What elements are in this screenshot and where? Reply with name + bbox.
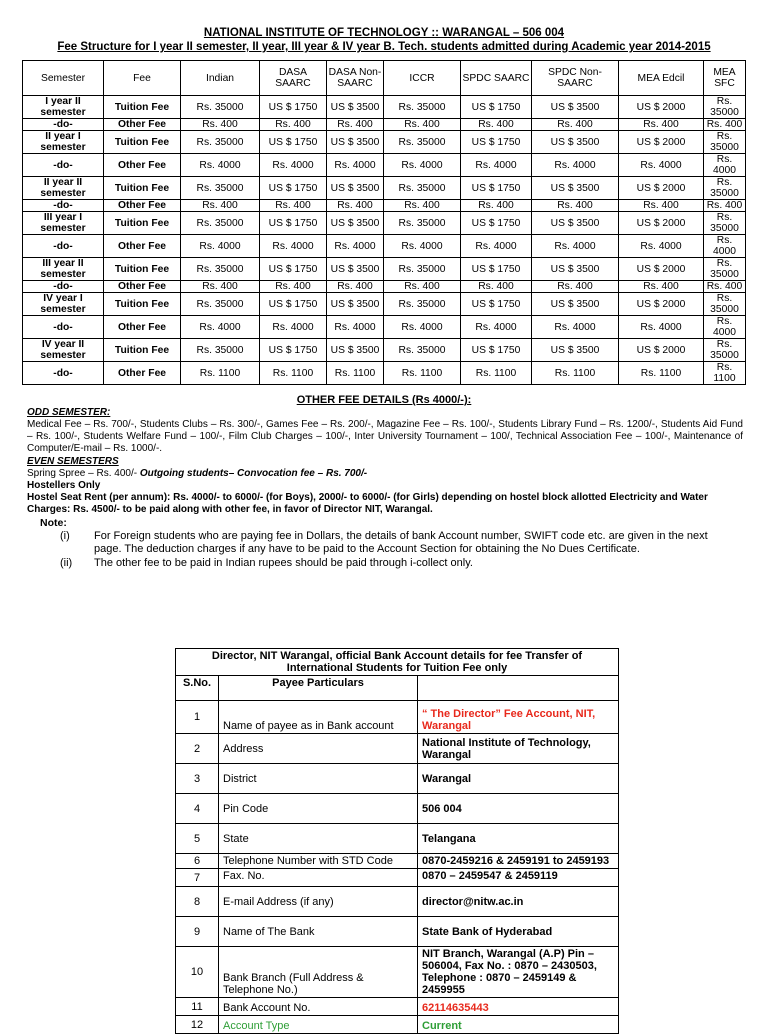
fee-type-cell: Tuition Fee xyxy=(104,96,181,119)
fee-type-cell: Other Fee xyxy=(104,362,181,385)
bank-row-value: 0870-2459216 & 2459191 to 2459193 xyxy=(418,854,619,869)
semester-cell: II year II semester xyxy=(23,177,104,200)
col-header-payee-particulars: Payee Particulars xyxy=(219,676,418,701)
fee-type-cell: Other Fee xyxy=(104,316,181,339)
semester-cell: II year I semester xyxy=(23,131,104,154)
col-header-spdc-non-saarc: SPDC Non-SAARC xyxy=(532,61,619,96)
convocation-fee-text: Outgoing students– Convocation fee – Rs. 700/- xyxy=(139,468,368,479)
fee-amount-cell: US $ 2000 xyxy=(619,339,704,362)
bank-row-value: Warangal xyxy=(418,764,619,794)
fee-amount-cell: Rs. 4000 xyxy=(260,154,327,177)
fee-type-cell: Tuition Fee xyxy=(104,339,181,362)
fee-amount-cell: Rs. 400 xyxy=(327,200,384,212)
fee-amount-cell: US $ 3500 xyxy=(532,177,619,200)
fee-amount-cell: Rs. 35000 xyxy=(181,96,260,119)
fee-amount-cell: Rs. 4000 xyxy=(461,316,532,339)
bank-table-title: Director, NIT Warangal, official Bank Account details for fee Transfer of International Students for Tuition Fee only xyxy=(176,649,619,676)
fee-amount-cell: US $ 1750 xyxy=(461,96,532,119)
bank-row-label: Address xyxy=(219,734,418,764)
fee-amount-cell: US $ 2000 xyxy=(619,131,704,154)
fee-amount-cell: Rs. 4000 xyxy=(181,316,260,339)
semester-cell: IV year II semester xyxy=(23,339,104,362)
fee-amount-cell: US $ 2000 xyxy=(619,212,704,235)
col-header-sno: S.No. xyxy=(176,676,219,701)
fee-amount-cell: Rs. 1100 xyxy=(461,362,532,385)
bank-row-value: NIT Branch, Warangal (A.P) Pin – 506004, Fax No. : 0870 – 2430503, Telephone : 0870 – 2459149 & 2459955 xyxy=(418,947,619,998)
bank-row-value: 62114635443 xyxy=(418,998,619,1016)
bank-row-number: 1 xyxy=(176,701,219,734)
bank-details-table xyxy=(175,648,619,1034)
fee-amount-cell: US $ 3500 xyxy=(327,131,384,154)
fee-amount-cell: US $ 1750 xyxy=(461,339,532,362)
fee-amount-cell: US $ 1750 xyxy=(260,258,327,281)
fee-amount-cell: Rs. 400 xyxy=(181,119,260,131)
bank-row xyxy=(176,794,619,824)
bank-row-value: 0870 – 2459547 & 2459119 xyxy=(418,869,619,887)
bank-row xyxy=(176,734,619,764)
fee-amount-cell: Rs. 4000 xyxy=(181,154,260,177)
fee-amount-cell: Rs. 400 xyxy=(532,281,619,293)
fee-amount-cell: US $ 3500 xyxy=(532,258,619,281)
note-text: For Foreign students who are paying fee in Dollars, the details of bank Account number, SWIFT code etc. are given in the next page. The deduction charges if any have to be paid to the Account Section for obtaining the No Dues Certificate. xyxy=(94,530,708,555)
fee-amount-cell: Rs. 35000 xyxy=(181,177,260,200)
fee-amount-cell: US $ 3500 xyxy=(532,212,619,235)
fee-amount-cell: Rs. 35000 xyxy=(704,339,746,362)
fee-amount-cell: Rs. 400 xyxy=(384,200,461,212)
bank-row-value: Current xyxy=(418,1016,619,1034)
fee-table-row xyxy=(23,177,746,200)
bank-row-label: Account Type xyxy=(219,1016,418,1034)
semester-cell: -do- xyxy=(23,281,104,293)
col-header-dasa-saarc: DASA SAARC xyxy=(260,61,327,96)
fee-table-header-row xyxy=(23,61,746,96)
fee-amount-cell: Rs. 1100 xyxy=(181,362,260,385)
note-text: The other fee to be paid in Indian rupees should be paid through i-collect only. xyxy=(94,557,473,569)
bank-row-number: 11 xyxy=(176,998,219,1016)
bank-row-label: Pin Code xyxy=(219,794,418,824)
bank-row-number: 10 xyxy=(176,947,219,998)
col-header-mea-edcil: MEA Edcil xyxy=(619,61,704,96)
fee-type-cell: Other Fee xyxy=(104,119,181,131)
bank-header-blank-cell xyxy=(418,676,619,701)
note-label: Note: xyxy=(40,517,67,529)
fee-amount-cell: Rs. 4000 xyxy=(384,235,461,258)
fee-amount-cell: US $ 1750 xyxy=(260,293,327,316)
col-header-spdc-saarc: SPDC SAARC xyxy=(461,61,532,96)
fee-amount-cell: US $ 1750 xyxy=(260,131,327,154)
fee-amount-cell: US $ 1750 xyxy=(461,131,532,154)
fee-amount-cell: US $ 3500 xyxy=(327,339,384,362)
fee-amount-cell: Rs. 35000 xyxy=(704,293,746,316)
fee-amount-cell: Rs. 4000 xyxy=(461,154,532,177)
even-semester-heading: EVEN SEMESTERS xyxy=(27,456,119,467)
fee-table-row xyxy=(23,339,746,362)
bank-row-label: Name of The Bank xyxy=(219,917,418,947)
bank-row xyxy=(176,869,619,887)
fee-amount-cell: US $ 1750 xyxy=(260,96,327,119)
fee-amount-cell: Rs. 4000 xyxy=(327,316,384,339)
fee-amount-cell: Rs. 400 xyxy=(619,281,704,293)
semester-cell: I year II semester xyxy=(23,96,104,119)
fee-amount-cell: Rs. 4000 xyxy=(704,235,746,258)
semester-cell: -do- xyxy=(23,235,104,258)
fee-amount-cell: Rs. 400 xyxy=(260,281,327,293)
bank-row xyxy=(176,947,619,998)
fee-table-row xyxy=(23,200,746,212)
fee-amount-cell: US $ 1750 xyxy=(260,212,327,235)
bank-row xyxy=(176,764,619,794)
bank-row-value: “ The Director” Fee Account, NIT, Warangal xyxy=(418,701,619,734)
bank-row-value: Telangana xyxy=(418,824,619,854)
fee-amount-cell: Rs. 400 xyxy=(461,281,532,293)
bank-row-number: 8 xyxy=(176,887,219,917)
fee-amount-cell: US $ 3500 xyxy=(327,212,384,235)
bank-row-number: 4 xyxy=(176,794,219,824)
fee-table-row xyxy=(23,316,746,339)
bank-row-label: Fax. No. xyxy=(219,869,418,887)
odd-semester-details: Medical Fee – Rs. 700/-, Students Clubs – Rs. 300/-, Games Fee – Rs. 200/-, Magazine Fee – Rs. 100/-, Students Library Fund – Rs. 1200/-, Students Aid Fund – Rs. 100/-, Students Welfare Fund – 100/-, Film Club Charges – 100/-, Inter University Tournament – 100/, Technical Association Fee – 100/-, Maintenance of Computer/E-mail – Rs. 1000/-. xyxy=(27,419,743,454)
fee-amount-cell: Rs. 4000 xyxy=(384,316,461,339)
semester-cell: IV year I semester xyxy=(23,293,104,316)
fee-amount-cell: Rs. 4000 xyxy=(327,154,384,177)
fee-amount-cell: Rs. 1100 xyxy=(619,362,704,385)
fee-amount-cell: Rs. 400 xyxy=(260,119,327,131)
bank-row xyxy=(176,701,619,734)
fee-table-row xyxy=(23,293,746,316)
fee-amount-cell: Rs. 400 xyxy=(619,119,704,131)
fee-amount-cell: Rs. 35000 xyxy=(704,258,746,281)
fee-amount-cell: Rs. 4000 xyxy=(461,235,532,258)
fee-amount-cell: Rs. 400 xyxy=(704,200,746,212)
fee-amount-cell: Rs. 400 xyxy=(327,281,384,293)
semester-cell: -do- xyxy=(23,154,104,177)
fee-amount-cell: Rs. 35000 xyxy=(181,339,260,362)
fee-type-cell: Tuition Fee xyxy=(104,131,181,154)
even-semester-details xyxy=(27,468,743,480)
fee-amount-cell: Rs. 1100 xyxy=(384,362,461,385)
fee-amount-cell: US $ 3500 xyxy=(327,258,384,281)
note-number: (i) xyxy=(60,530,70,542)
col-header-iccr: ICCR xyxy=(384,61,461,96)
col-header-indian: Indian xyxy=(181,61,260,96)
fee-table-row xyxy=(23,235,746,258)
fee-amount-cell: Rs. 400 xyxy=(181,200,260,212)
note-number: (ii) xyxy=(60,557,73,569)
col-header-fee: Fee xyxy=(104,61,181,96)
fee-amount-cell: US $ 1750 xyxy=(260,339,327,362)
bank-row-label: Name of payee as in Bank account xyxy=(219,701,418,734)
fee-amount-cell: Rs. 400 xyxy=(461,200,532,212)
bank-row xyxy=(176,998,619,1016)
bank-row-number: 7 xyxy=(176,869,219,887)
fee-amount-cell: US $ 3500 xyxy=(532,293,619,316)
other-fee-title: OTHER FEE DETAILS (Rs 4000/-): xyxy=(296,394,472,406)
fee-amount-cell: Rs. 35000 xyxy=(181,293,260,316)
fee-amount-cell: US $ 3500 xyxy=(532,339,619,362)
fee-amount-cell: US $ 3500 xyxy=(327,96,384,119)
bank-row-number: 5 xyxy=(176,824,219,854)
bank-row-value: director@nitw.ac.in xyxy=(418,887,619,917)
fee-amount-cell: Rs. 400 xyxy=(704,119,746,131)
fee-amount-cell: Rs. 35000 xyxy=(384,96,461,119)
fee-amount-cell: Rs. 1100 xyxy=(704,362,746,385)
fee-amount-cell: Rs. 35000 xyxy=(384,131,461,154)
fee-amount-cell: Rs. 400 xyxy=(384,119,461,131)
semester-cell: -do- xyxy=(23,362,104,385)
bank-table-header-row xyxy=(176,676,619,701)
bank-row-value: National Institute of Technology, Warangal xyxy=(418,734,619,764)
fee-type-cell: Other Fee xyxy=(104,154,181,177)
fee-table-row xyxy=(23,154,746,177)
fee-amount-cell: Rs. 35000 xyxy=(384,339,461,362)
fee-table-row xyxy=(23,281,746,293)
fee-amount-cell: US $ 1750 xyxy=(461,258,532,281)
fee-amount-cell: Rs. 4000 xyxy=(260,316,327,339)
bank-row-number: 9 xyxy=(176,917,219,947)
fee-amount-cell: US $ 3500 xyxy=(327,293,384,316)
document-subtitle: Fee Structure for I year II semester, II year, III year & IV year B. Tech. students admitted during Academic year 2014-2015 xyxy=(57,41,711,53)
fee-amount-cell: Rs. 4000 xyxy=(532,154,619,177)
fee-amount-cell: Rs. 4000 xyxy=(260,235,327,258)
fee-amount-cell: Rs. 35000 xyxy=(181,258,260,281)
fee-type-cell: Other Fee xyxy=(104,200,181,212)
fee-amount-cell: Rs. 1100 xyxy=(260,362,327,385)
fee-amount-cell: Rs. 400 xyxy=(384,281,461,293)
bank-row-label: District xyxy=(219,764,418,794)
odd-semester-heading: ODD SEMESTER: xyxy=(27,407,111,418)
fee-amount-cell: Rs. 35000 xyxy=(704,212,746,235)
fee-amount-cell: Rs. 35000 xyxy=(181,131,260,154)
fee-table-row xyxy=(23,258,746,281)
bank-row-label: Bank Account No. xyxy=(219,998,418,1016)
fee-amount-cell: Rs. 35000 xyxy=(181,212,260,235)
fee-amount-cell: US $ 1750 xyxy=(461,293,532,316)
fee-amount-cell: Rs. 4000 xyxy=(532,235,619,258)
fee-amount-cell: US $ 2000 xyxy=(619,96,704,119)
fee-amount-cell: Rs. 4000 xyxy=(704,316,746,339)
fee-amount-cell: Rs. 4000 xyxy=(384,154,461,177)
bank-row-number: 3 xyxy=(176,764,219,794)
fee-amount-cell: Rs. 35000 xyxy=(384,258,461,281)
fee-table-row xyxy=(23,96,746,119)
note-item xyxy=(60,530,728,556)
semester-cell: -do- xyxy=(23,316,104,339)
fee-type-cell: Tuition Fee xyxy=(104,258,181,281)
bank-row xyxy=(176,824,619,854)
fee-amount-cell: Rs. 4000 xyxy=(327,235,384,258)
col-header-dasa-non-saarc: DASA Non-SAARC xyxy=(327,61,384,96)
fee-amount-cell: US $ 3500 xyxy=(327,177,384,200)
fee-amount-cell: US $ 2000 xyxy=(619,293,704,316)
bank-table-title-row xyxy=(176,649,619,676)
semester-cell: III year I semester xyxy=(23,212,104,235)
bank-row-value: State Bank of Hyderabad xyxy=(418,917,619,947)
bank-row xyxy=(176,1016,619,1034)
semester-cell: III year II semester xyxy=(23,258,104,281)
bank-row-label: Telephone Number with STD Code xyxy=(219,854,418,869)
fee-amount-cell: US $ 3500 xyxy=(532,131,619,154)
fee-amount-cell: US $ 2000 xyxy=(619,258,704,281)
fee-amount-cell: Rs. 1100 xyxy=(327,362,384,385)
fee-amount-cell: US $ 1750 xyxy=(260,177,327,200)
fee-amount-cell: Rs. 35000 xyxy=(704,131,746,154)
fee-amount-cell: Rs. 4000 xyxy=(181,235,260,258)
fee-table-row xyxy=(23,212,746,235)
bank-row-number: 6 xyxy=(176,854,219,869)
fee-type-cell: Tuition Fee xyxy=(104,293,181,316)
fee-amount-cell: Rs. 35000 xyxy=(384,177,461,200)
bank-row xyxy=(176,917,619,947)
bank-row-label: E-mail Address (if any) xyxy=(219,887,418,917)
fee-amount-cell: Rs. 400 xyxy=(532,119,619,131)
hostellers-heading: Hostellers Only xyxy=(27,480,101,491)
bank-row-value: 506 004 xyxy=(418,794,619,824)
fee-amount-cell: Rs. 35000 xyxy=(704,96,746,119)
fee-table-row xyxy=(23,119,746,131)
fee-type-cell: Tuition Fee xyxy=(104,177,181,200)
fee-amount-cell: Rs. 4000 xyxy=(704,154,746,177)
fee-amount-cell: Rs. 35000 xyxy=(384,293,461,316)
document-title: NATIONAL INSTITUTE OF TECHNOLOGY :: WARANGAL – 506 004 xyxy=(203,27,565,39)
fee-amount-cell: Rs. 35000 xyxy=(704,177,746,200)
fee-type-cell: Other Fee xyxy=(104,235,181,258)
fee-amount-cell: Rs. 400 xyxy=(260,200,327,212)
semester-cell: -do- xyxy=(23,119,104,131)
fee-table-row xyxy=(23,362,746,385)
fee-amount-cell: Rs. 400 xyxy=(532,200,619,212)
fee-amount-cell: US $ 2000 xyxy=(619,177,704,200)
fee-amount-cell: Rs. 4000 xyxy=(619,316,704,339)
fee-amount-cell: Rs. 400 xyxy=(461,119,532,131)
bank-row xyxy=(176,854,619,869)
fee-amount-cell: Rs. 400 xyxy=(327,119,384,131)
spring-spree-text: Spring Spree – Rs. 400/- xyxy=(27,468,140,479)
bank-row-label: Bank Branch (Full Address & Telephone No.) xyxy=(219,947,418,998)
bank-row-number: 12 xyxy=(176,1016,219,1034)
fee-type-cell: Tuition Fee xyxy=(104,212,181,235)
fee-amount-cell: Rs. 4000 xyxy=(532,316,619,339)
fee-amount-cell: Rs. 400 xyxy=(619,200,704,212)
note-item xyxy=(60,557,728,570)
semester-cell: -do- xyxy=(23,200,104,212)
col-header-semester: Semester xyxy=(23,61,104,96)
col-header-mea-sfc: MEA SFC xyxy=(704,61,746,96)
fee-amount-cell: US $ 1750 xyxy=(461,177,532,200)
fee-amount-cell: Rs. 4000 xyxy=(619,154,704,177)
bank-row-label: State xyxy=(219,824,418,854)
bank-row xyxy=(176,887,619,917)
fee-amount-cell: Rs. 4000 xyxy=(619,235,704,258)
hostel-details: Hostel Seat Rent (per annum): Rs. 4000/- to 6000/- (for Boys), 2000/- to 6000/- (for Girls) depending on hostel block allotted Electricity and Water Charges: Rs. 4500/- to be paid along with other fee, in favor of Director NIT, Warangal. xyxy=(27,492,708,515)
fee-amount-cell: US $ 3500 xyxy=(532,96,619,119)
fee-table-row xyxy=(23,131,746,154)
fee-amount-cell: Rs. 35000 xyxy=(384,212,461,235)
fee-amount-cell: Rs. 400 xyxy=(181,281,260,293)
fee-amount-cell: Rs. 400 xyxy=(704,281,746,293)
fee-type-cell: Other Fee xyxy=(104,281,181,293)
bank-row-number: 2 xyxy=(176,734,219,764)
fee-structure-table xyxy=(22,60,746,385)
fee-amount-cell: US $ 1750 xyxy=(461,212,532,235)
fee-amount-cell: Rs. 1100 xyxy=(532,362,619,385)
